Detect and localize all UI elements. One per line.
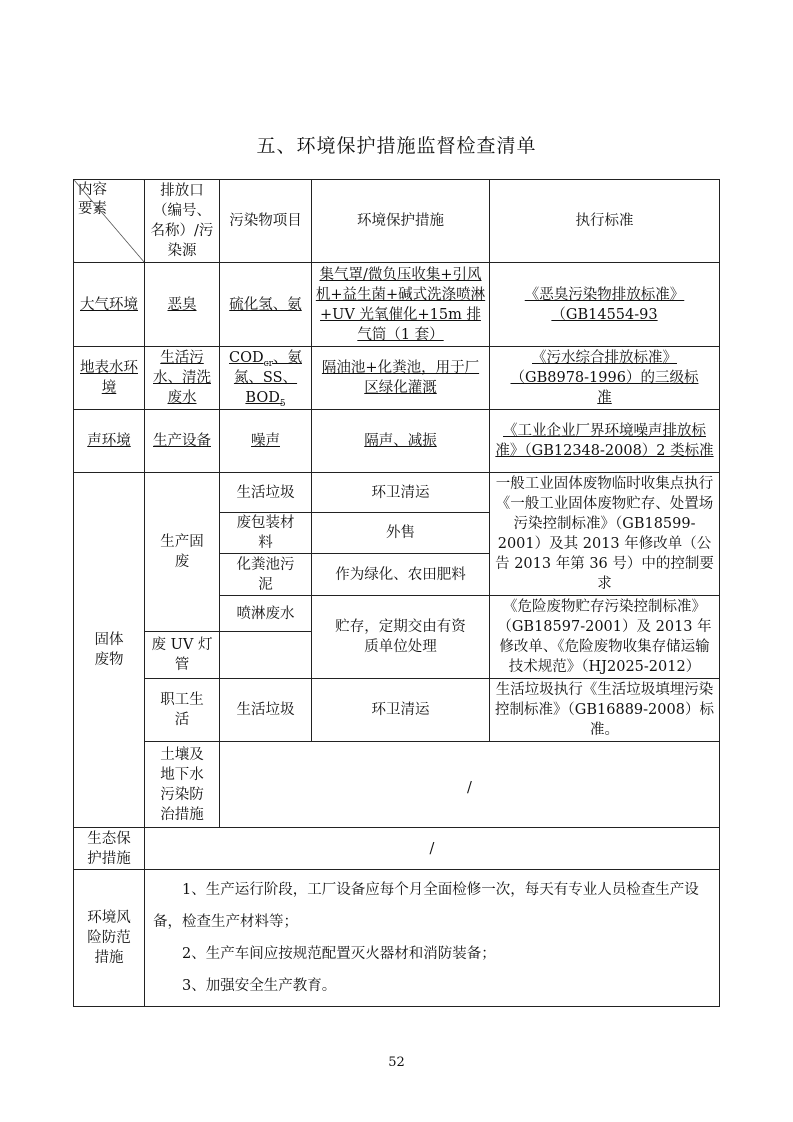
row-water [74, 347, 720, 410]
header-measures: 环境保护措施 [312, 180, 490, 263]
solid-standard-staff: 生活垃圾执行《生活垃圾填埋污染控制标准》（GB16889-2008）标准。 [490, 679, 720, 742]
eco-content: / [145, 828, 720, 870]
solid-pollutant-3: 化粪池污泥 [220, 554, 312, 596]
air-standard: 《恶臭污染物排放标准》（GB14554-93 [490, 263, 720, 347]
solid-standard-general: 一般工业固体废物临时收集点执行《一般工业固体废物贮存、处置场污染控制标准》（GB18599-2001）及其 2013 年修改单（公告 2013 年第 36 号）中的控制要求 [490, 473, 720, 596]
header-pollutant: 污染物项目 [220, 180, 312, 263]
row-noise [74, 410, 720, 473]
page-number: 52 [388, 1055, 405, 1070]
header-standard: 执行标准 [490, 180, 720, 263]
water-source: 生活污水、清洗废水 [145, 347, 220, 410]
water-pollutant [220, 347, 312, 410]
solid-production-source: 生产固废 [145, 473, 220, 632]
solid-pollutant-4: 喷淋废水 [220, 596, 312, 632]
header-row [74, 180, 720, 263]
solid-measures-2: 外售 [312, 513, 490, 554]
page-title: 五、环境保护措施监督检查清单 [256, 135, 537, 157]
eco-category: 生态保护措施 [74, 828, 145, 870]
risk-item-2: 2、生产车间应按规范配置灭火器材和消防装备； [182, 946, 496, 962]
header-discharge: 排放口（编号、名称）/污染源 [145, 180, 220, 263]
solid-measures-3: 作为绿化、农田肥料 [312, 554, 490, 596]
row-solid-1 [74, 473, 720, 513]
row-solid-6 [74, 679, 720, 742]
water-pollutant-cod: COD [229, 350, 264, 366]
water-pollutant-mid: 、氨氮、SS、BOD [233, 350, 302, 406]
solid-standard-hazard: 《危险废物贮存污染控制标准》（GB18597-2001）及 2013 年修改单、《危险废物收集存储运输技术规范》（HJ2025-2012） [490, 596, 720, 679]
noise-source: 生产设备 [145, 410, 220, 473]
solid-pollutant-5: 废 UV 灯管 [145, 632, 220, 679]
solid-measures-1: 环卫清运 [312, 473, 490, 513]
air-category: 大气环境 [74, 263, 145, 347]
solid-staff-source: 职工生活 [145, 679, 220, 742]
header-corner-line1: 内容 [78, 182, 107, 198]
water-pollutant-cod-sub: cr [263, 358, 273, 369]
soil-content: / [220, 742, 720, 828]
water-standard: 《污水综合排放标准》（GB8978-1996）的三级标准 [490, 347, 720, 410]
row-air [74, 263, 720, 347]
row-eco [74, 828, 720, 870]
solid-pollutant-2: 废包装材料 [220, 513, 312, 554]
air-measures: 集气罩/微负压收集+引风机+益生菌+碱式洗涤喷淋+UV 光氧催化+15m 排气筒（1 套） [312, 263, 490, 347]
noise-standard: 《工业企业厂界环境噪声排放标准》（GB12348-2008）2 类标准 [490, 410, 720, 473]
solid-category: 固体废物 [74, 473, 145, 828]
risk-item-3: 3、加强安全生产教育。 [182, 978, 337, 994]
header-corner-line2: 要素 [78, 201, 107, 217]
air-pollutant: 硫化氢、氨 [220, 263, 312, 347]
risk-content [145, 870, 720, 1007]
solid-measures-4: 贮存，定期交由有资质单位处理 [312, 596, 490, 679]
noise-pollutant: 噪声 [220, 410, 312, 473]
soil-category: 土壤及地下水污染防治措施 [145, 742, 220, 828]
air-source: 恶臭 [145, 263, 220, 347]
row-risk [74, 870, 720, 1007]
row-soil [74, 742, 720, 828]
risk-category: 环境风险防范措施 [74, 870, 145, 1007]
water-pollutant-bod-sub: 5 [279, 398, 286, 409]
inspection-table [73, 179, 720, 1007]
water-category: 地表水环境 [74, 347, 145, 410]
risk-item-1: 1、生产运行阶段，工厂设备应每个月全面检修一次，每天有专业人员检查生产设备，检查生产材料等； [153, 882, 699, 930]
noise-measures: 隔声、减振 [312, 410, 490, 473]
solid-pollutant-1: 生活垃圾 [220, 473, 312, 513]
noise-category: 声环境 [74, 410, 145, 473]
solid-pollutant-6: 生活垃圾 [220, 679, 312, 742]
solid-measures-6: 环卫清运 [312, 679, 490, 742]
header-corner [74, 180, 145, 263]
water-measures: 隔油池+化粪池，用于厂区绿化灌溉 [312, 347, 490, 410]
